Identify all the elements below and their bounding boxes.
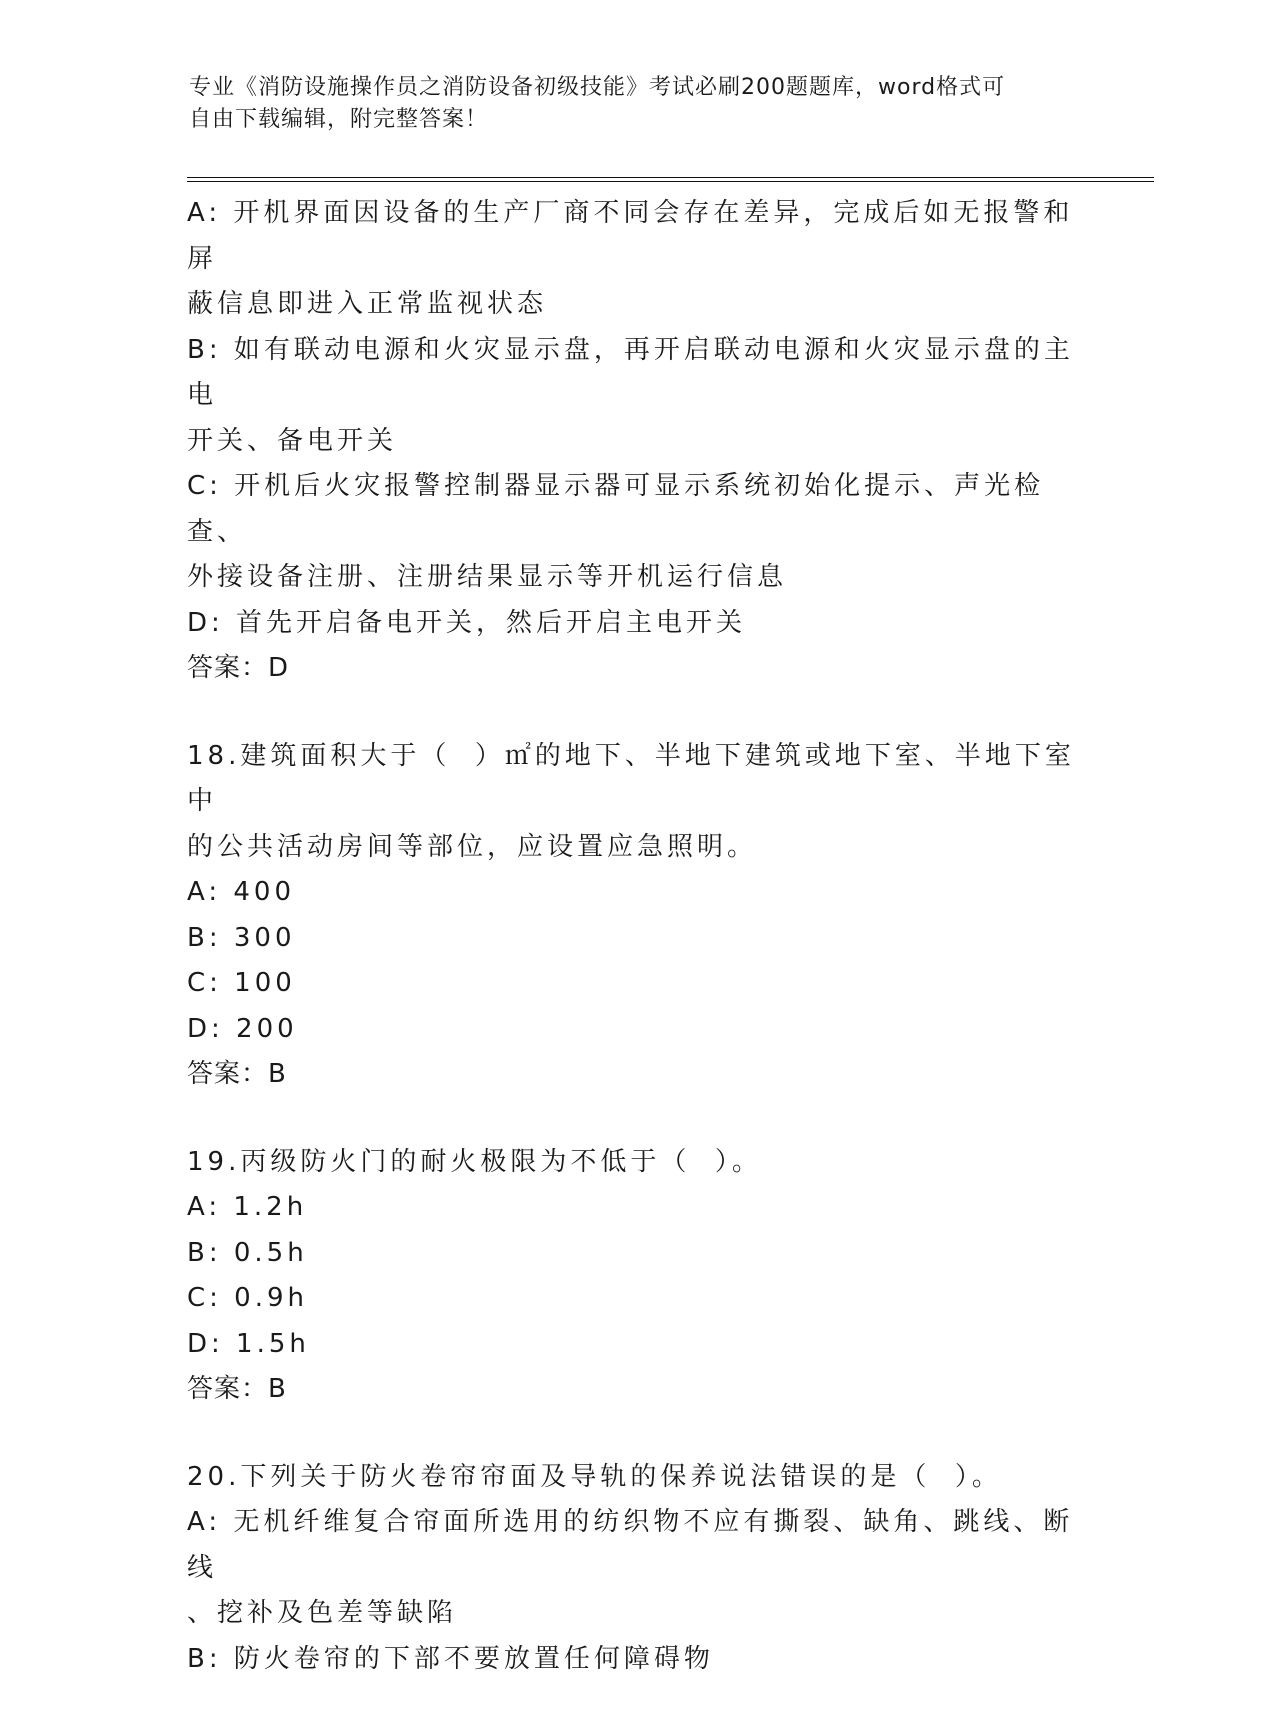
q17-option-a-line-1: A: 开机界面因设备的生产厂商不同会存在差异，完成后如无报警和屏 — [187, 198, 1074, 274]
header-title-line-1: 专业《消防设施操作员之消防设备初级技能》考试必刷200题题库，word格式可 — [189, 75, 1006, 100]
q18-question-line-2: 的公共活动房间等部位，应设置应急照明。 — [187, 831, 758, 862]
q17-option-b-line-1: B: 如有联动电源和火灾显示盘，再开启联动电源和火灾显示盘的主电 — [187, 334, 1074, 410]
q17-option-c-line-1: C: 开机后火灾报警控制器显示器可显示系统初始化提示、声光检查、 — [187, 471, 1045, 547]
q17-option-b-line-2: 开关、备电开关 — [187, 425, 398, 456]
q20-option-b: B: 防火卷帘的下部不要放置任何障碍物 — [187, 1643, 714, 1674]
q19-option-d: D: 1.5h — [187, 1328, 310, 1359]
q19-answer: 答案：B — [187, 1374, 287, 1404]
q17-option-d: D: 首先开启备电开关，然后开启主电开关 — [187, 607, 747, 638]
q18-answer: 答案：B — [187, 1059, 287, 1089]
q20-option-a-line-1: A: 无机纤维复合帘面所选用的纺织物不应有撕裂、缺角、跳线、断线 — [187, 1507, 1074, 1583]
q20-question: 20.下列关于防火卷帘帘面及导轨的保养说法错误的是（ ）。 — [187, 1461, 1002, 1492]
q18-option-d: D: 200 — [187, 1013, 298, 1044]
q18-option-c: C: 100 — [187, 968, 296, 998]
q18-option-b: B: 300 — [187, 922, 296, 953]
question-19-block — [187, 1140, 1087, 1413]
q20-option-a-line-2: 、挖补及色差等缺陷 — [187, 1598, 458, 1628]
q19-option-c: C: 0.9h — [187, 1283, 309, 1313]
q17-option-a-line-2: 蔽信息即进入正常监视状态 — [187, 289, 548, 319]
q17-option-c-line-2: 外接设备注册、注册结果显示等开机运行信息 — [187, 562, 788, 592]
question-20-block — [187, 1455, 1087, 1683]
question-17-block — [187, 191, 1087, 692]
q18-option-a: A: 400 — [187, 877, 295, 907]
q19-option-b: B: 0.5h — [187, 1237, 308, 1268]
q19-question: 19.丙级防火门的耐火极限为不低于（ ）。 — [187, 1146, 762, 1177]
question-18-block — [187, 734, 1087, 1098]
header-divider — [187, 177, 1154, 182]
document-body — [187, 191, 1087, 1724]
q17-answer: 答案：D — [187, 653, 290, 683]
page-header — [189, 72, 1089, 136]
header-title-line-2: 自由下载编辑，附完整答案！ — [189, 107, 489, 132]
q19-option-a: A: 1.2h — [187, 1192, 308, 1222]
q18-question-line-1: 18.建筑面积大于（ ）㎡的地下、半地下建筑或地下室、半地下室中 — [187, 740, 1075, 816]
